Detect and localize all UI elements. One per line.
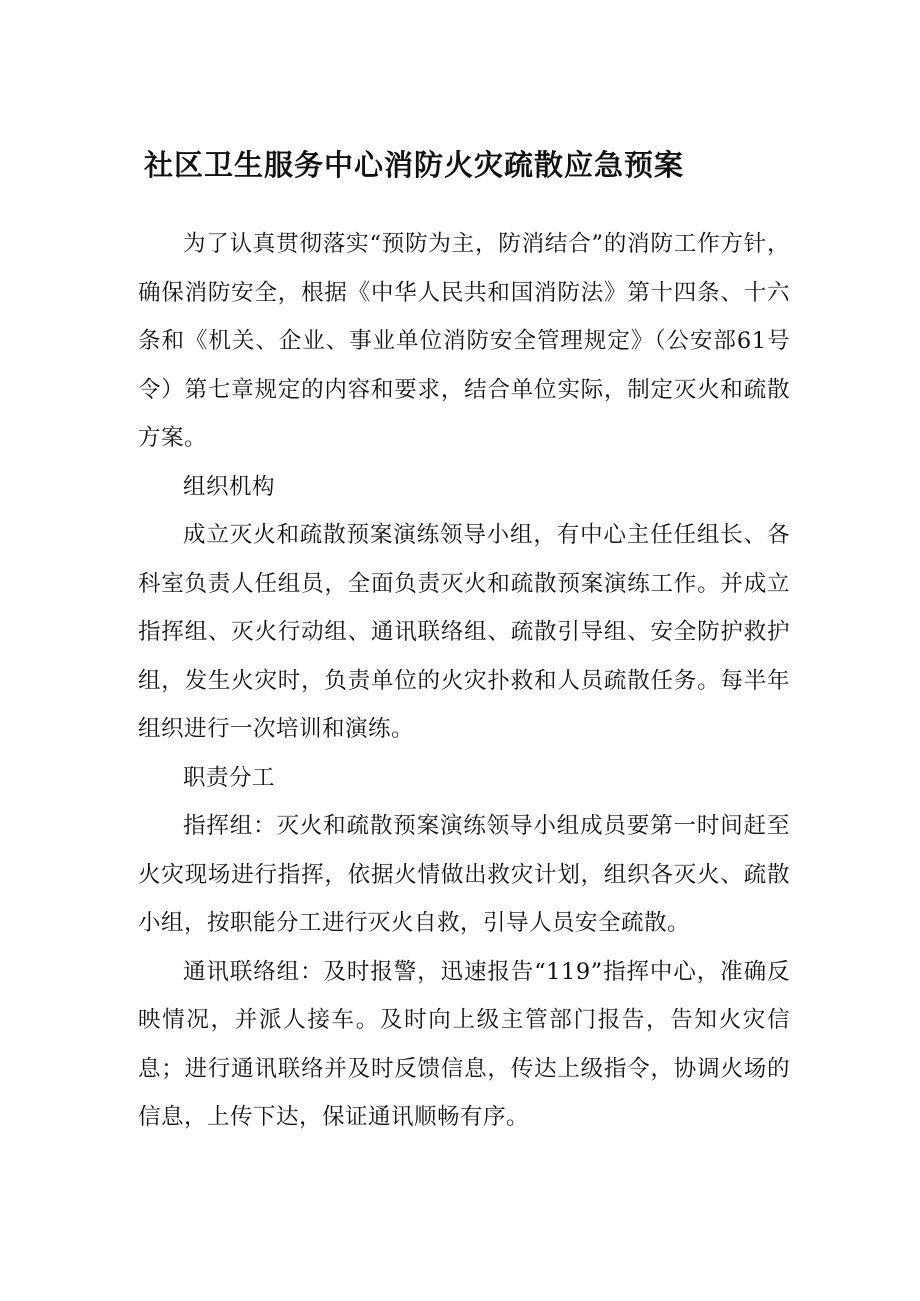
section-heading-duties: 职责分工 [183,764,276,791]
organization-paragraph: 成立灭火和疏散预案演练领导小组，有中心主任任组长、各科室负责人任组员，全面负责灭火和疏散预案演练工作。并成立指挥组、灭火行动组、通讯联络组、疏散引导组、安全防护救护组，发生火灾时，负责单位的火灾扑救和人员疏散任务。每半年组织进行一次培训和演练。 [138,522,790,742]
duty-command-paragraph: 指挥组：灭火和疏散预案演练领导小组成员要第一时间赶至火灾现场进行指挥，依据火情做出救灾计划，组织各灭火、疏散小组，按职能分工进行灭火自救，引导人员安全疏散。 [138,813,790,936]
document-body [138,220,790,1142]
intro-paragraph: 为了认真贯彻落实“预防为主，防消结合”的消防工作方针，确保消防安全，根据《中华人民共和国消防法》第十四条、十六条和《机关、企业、事业单位消防安全管理规定》（公安部61号令）第七章规定的内容和要求，结合单位实际，制定灭火和疏散方案。 [138,231,790,451]
section-heading-organization: 组织机构 [183,473,276,500]
duty-communication-paragraph: 通讯联络组：及时报警，迅速报告“119”指挥中心，准确反映情况，并派人接车。及时向上级主管部门报告，告知火灾信息；进行通讯联络并及时反馈信息，传达上级指令，协调火场的信息，上传下达，保证通讯顺畅有序。 [138,958,790,1130]
document-title: 社区卫生服务中心消防火灾疏散应急预案 [144,148,685,182]
